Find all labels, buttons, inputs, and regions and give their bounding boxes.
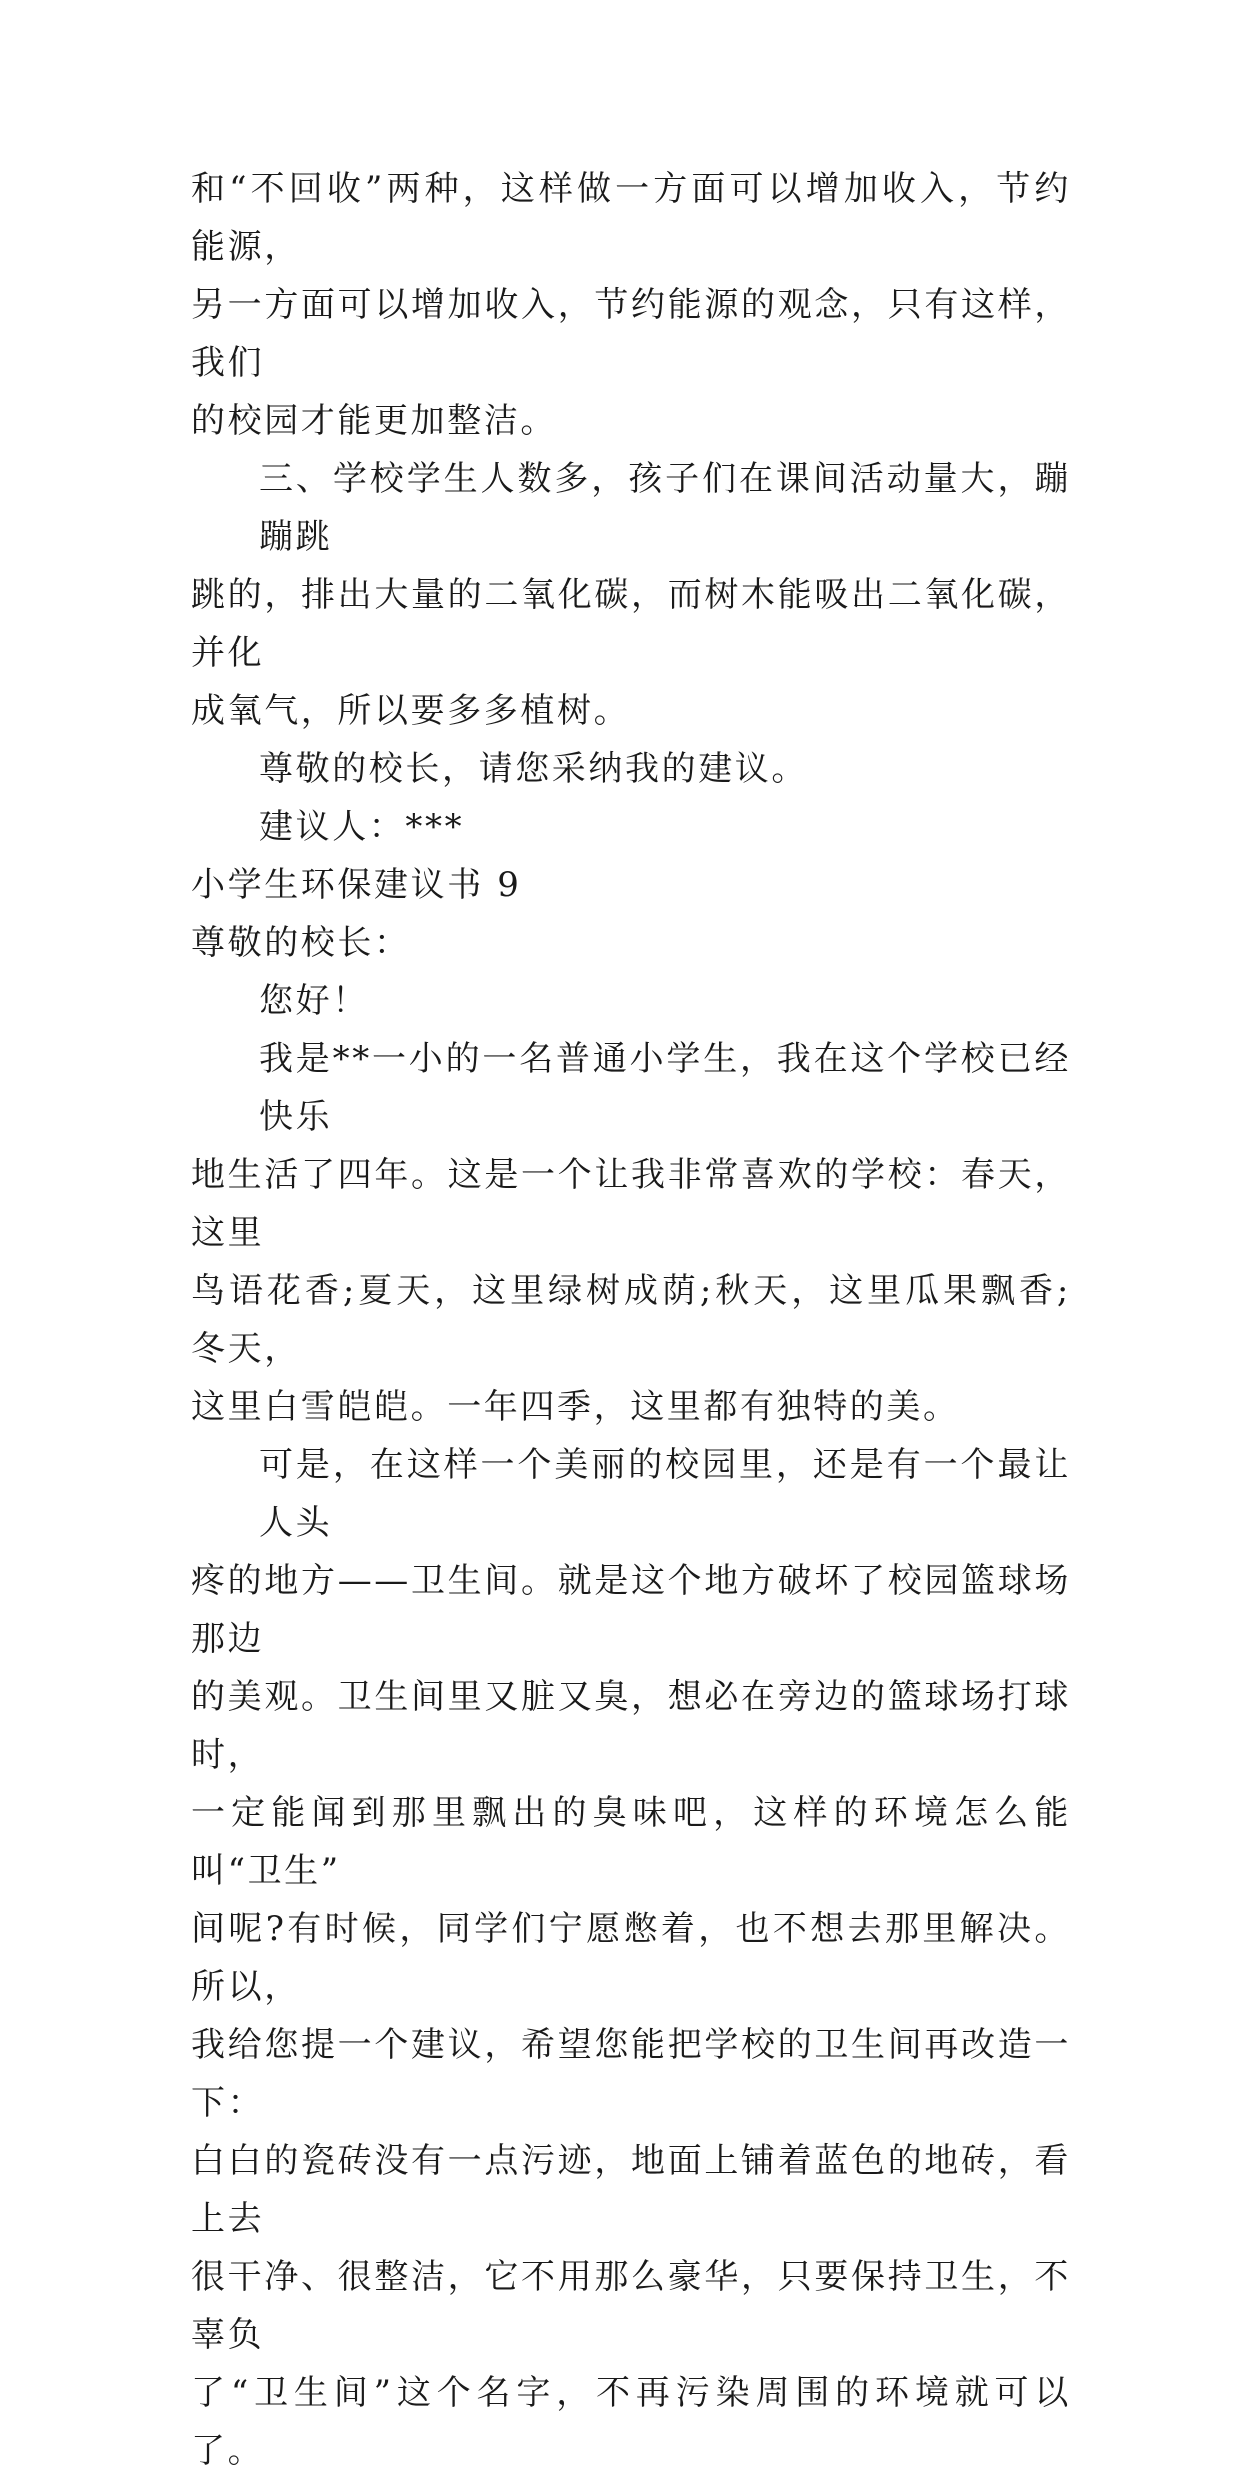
text-line: 了“卫生间”这个名字，不再污染周围的环境就可以了。: [191, 2373, 1071, 2471]
paragraph-restroom-suggestion: [191, 1436, 1071, 2480]
paragraph-recycling: [191, 160, 1071, 450]
text-line: 很干净、很整洁，它不用那么豪华，只要保持卫生，不辜负: [191, 2257, 1071, 2355]
text-line: 鸟语花香;夏天，这里绿树成荫;秋天，这里瓜果飘香;冬天，: [191, 1271, 1071, 1369]
text-line: 可是，在这样一个美丽的校园里，还是有一个最让人头: [259, 1445, 1071, 1543]
text-line: 您好！: [259, 981, 369, 1021]
paragraph-introduction: [191, 1030, 1071, 1436]
text-line: 跳的，排出大量的二氧化碳，而树木能吸出二氧化碳，并化: [191, 575, 1071, 673]
salutation: [191, 914, 1071, 972]
paragraph-closing-request: [191, 740, 1071, 798]
text-line: 这里白雪皑皑。一年四季，这里都有独特的美。: [191, 1387, 960, 1427]
document-page: [191, 160, 1071, 2480]
text-line: 一定能闻到那里飘出的臭味吧，这样的环境怎么能叫“卫生”: [191, 1793, 1071, 1891]
text-line: 小学生环保建议书 9: [191, 865, 522, 905]
text-line: 我是**一小的一名普通小学生，我在这个学校已经快乐: [259, 1039, 1071, 1137]
text-line: 疼的地方——卫生间。就是这个地方破坏了校园篮球场那边: [191, 1561, 1071, 1659]
text-line: 的美观。卫生间里又脏又臭，想必在旁边的篮球场打球时，: [191, 1677, 1071, 1775]
text-line: 和“不回收”两种，这样做一方面可以增加收入，节约能源，: [191, 169, 1071, 267]
text-line: 三、学校学生人数多，孩子们在课间活动量大，蹦蹦跳: [259, 459, 1071, 557]
paragraph-signature: [191, 798, 1071, 856]
text-line: 尊敬的校长：: [191, 923, 411, 963]
greeting: [191, 972, 1071, 1030]
text-line: 另一方面可以增加收入，节约能源的观念，只有这样，我们: [191, 285, 1071, 383]
section-title: [191, 856, 1071, 914]
paragraph-plant-trees: [191, 450, 1071, 740]
text-line: 的校园才能更加整洁。: [191, 401, 557, 441]
text-line: 白白的瓷砖没有一点污迹，地面上铺着蓝色的地砖，看上去: [191, 2141, 1071, 2239]
text-line: 地生活了四年。这是一个让我非常喜欢的学校：春天，这里: [191, 1155, 1071, 1253]
text-line: 尊敬的校长，请您采纳我的建议。: [259, 749, 808, 789]
text-line: 成氧气，所以要多多植树。: [191, 691, 631, 731]
text-line: 我给您提一个建议，希望您能把学校的卫生间再改造一下：: [191, 2025, 1071, 2123]
text-line: 建议人：***: [259, 807, 465, 847]
text-line: 间呢?有时候，同学们宁愿憋着，也不想去那里解决。所以，: [191, 1909, 1071, 2007]
